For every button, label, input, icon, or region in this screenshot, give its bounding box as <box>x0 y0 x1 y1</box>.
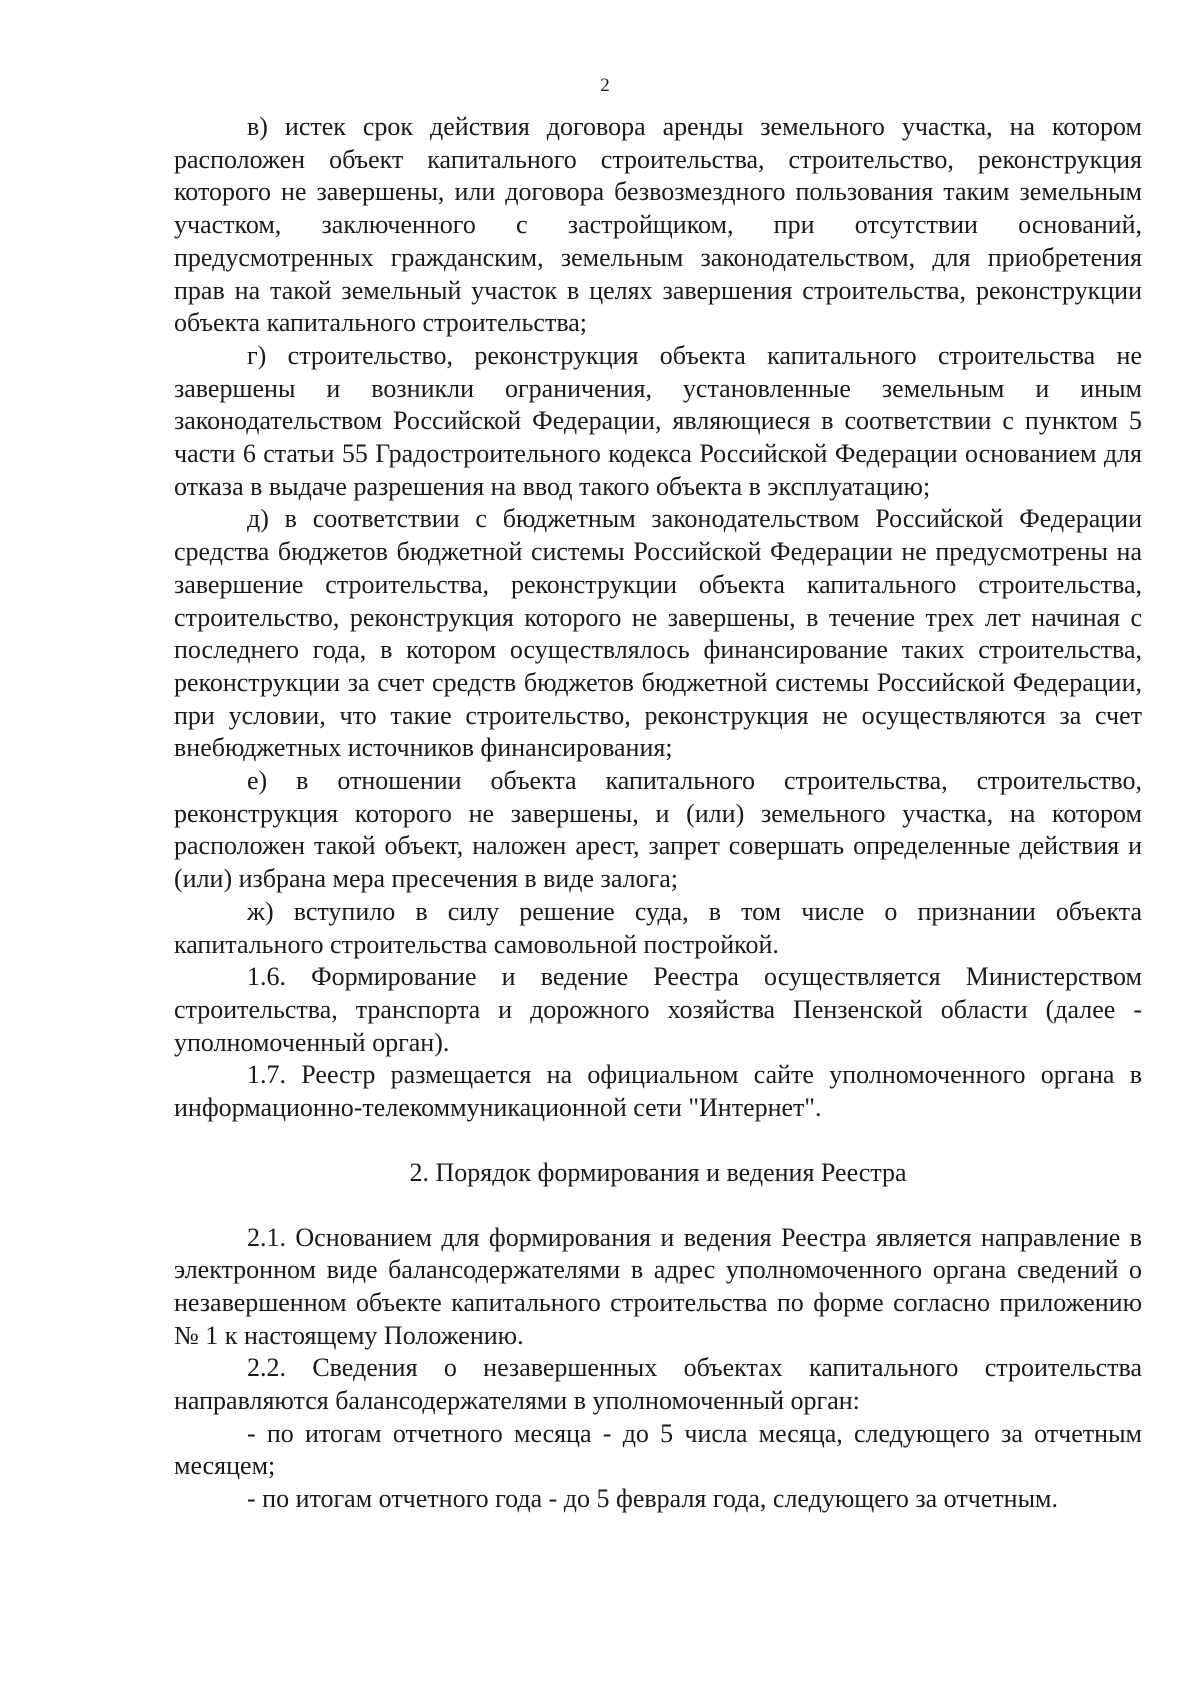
paragraph-item-e: е) в отношении объекта капитального строительства, строительство, реконструкция которого не завершены, и (или) земельного участка, на котором расположен такой объект, наложен арест, запрет совершать определенные действия и (или) избрана мера пресечения в виде залога; <box>174 766 1142 894</box>
paragraph-item-zh: ж) вступило в силу решение суда, в том числе о признании объекта капитального строительства самовольной постройкой. <box>174 896 1142 959</box>
paragraph-2-1: 2.1. Основанием для формирования и ведения Реестра является направление в электронном виде балансодержателями в адрес уполномоченного органа сведений о незавершенном объекте капитального строительства по форме согласно приложению № 1 к настоящему Положению. <box>174 1222 1142 1350</box>
section-heading: 2. Порядок формирования и ведения Реестра <box>409 1157 907 1187</box>
paragraph-1-6: 1.6. Формирование и ведение Реестра осуществляется Министерством строительства, транспорта и дорожного хозяйства Пензенской области (далее - уполномоченный орган). <box>174 962 1142 1057</box>
paragraph-item-g: г) строительство, реконструкция объекта капитального строительства не завершены и возникли ограничения, установленные земельным и иным законодательством Российской Федерации, являющиеся в соответствии с пунктом 5 части 6 статьи 55 Градостроительного кодекса Российской Федерации основанием для отказа в выдаче разрешения на ввод такого объекта в эксплуатацию; <box>174 340 1142 501</box>
page-number: 2 <box>600 75 610 96</box>
paragraph-monthly-deadline: - по итогам отчетного месяца - до 5 числа месяца, следующего за отчетным месяцем; <box>174 1418 1142 1481</box>
paragraph-1-7: 1.7. Реестр размещается на официальном сайте уполномоченного органа в информационно-телекоммуникационной сети "Интернет". <box>174 1060 1142 1123</box>
document-body <box>174 111 1142 1516</box>
paragraph-item-v: в) истек срок действия договора аренды земельного участка, на котором расположен объект капитального строительства, строительство, реконструкция которого не завершены, или договора безвозмездного пользования таким земельным участком, заключенного с застройщиком, при отсутствии оснований, предусмотренных гражданским, земельным законодательством, для приобретения прав на такой земельный участок в целях завершения строительства, реконструкции объекта капитального строительства; <box>174 112 1142 338</box>
paragraph-2-2: 2.2. Сведения о незавершенных объектах капитального строительства направляются балансодержателями в уполномоченный орган: <box>174 1353 1142 1416</box>
paragraph-item-d: д) в соответствии с бюджетным законодательством Российской Федерации средства бюджетов бюджетной системы Российской Федерации не предусмотрены на завершение строительства, реконструкции объекта капитального строительства, строительство, реконструкция которого не завершены, в течение трех лет начиная с последнего года, в котором осуществлялось финансирование таких строительства, реконструкции за счет средств бюджетов бюджетной системы Российской Федерации, при условии, что такие строительство, реконструкция не осуществляются за счет внебюджетных источников финансирования; <box>174 504 1142 763</box>
paragraph-yearly-deadline: - по итогам отчетного года - до 5 февраля года, следующего за отчетным. <box>247 1484 1059 1514</box>
